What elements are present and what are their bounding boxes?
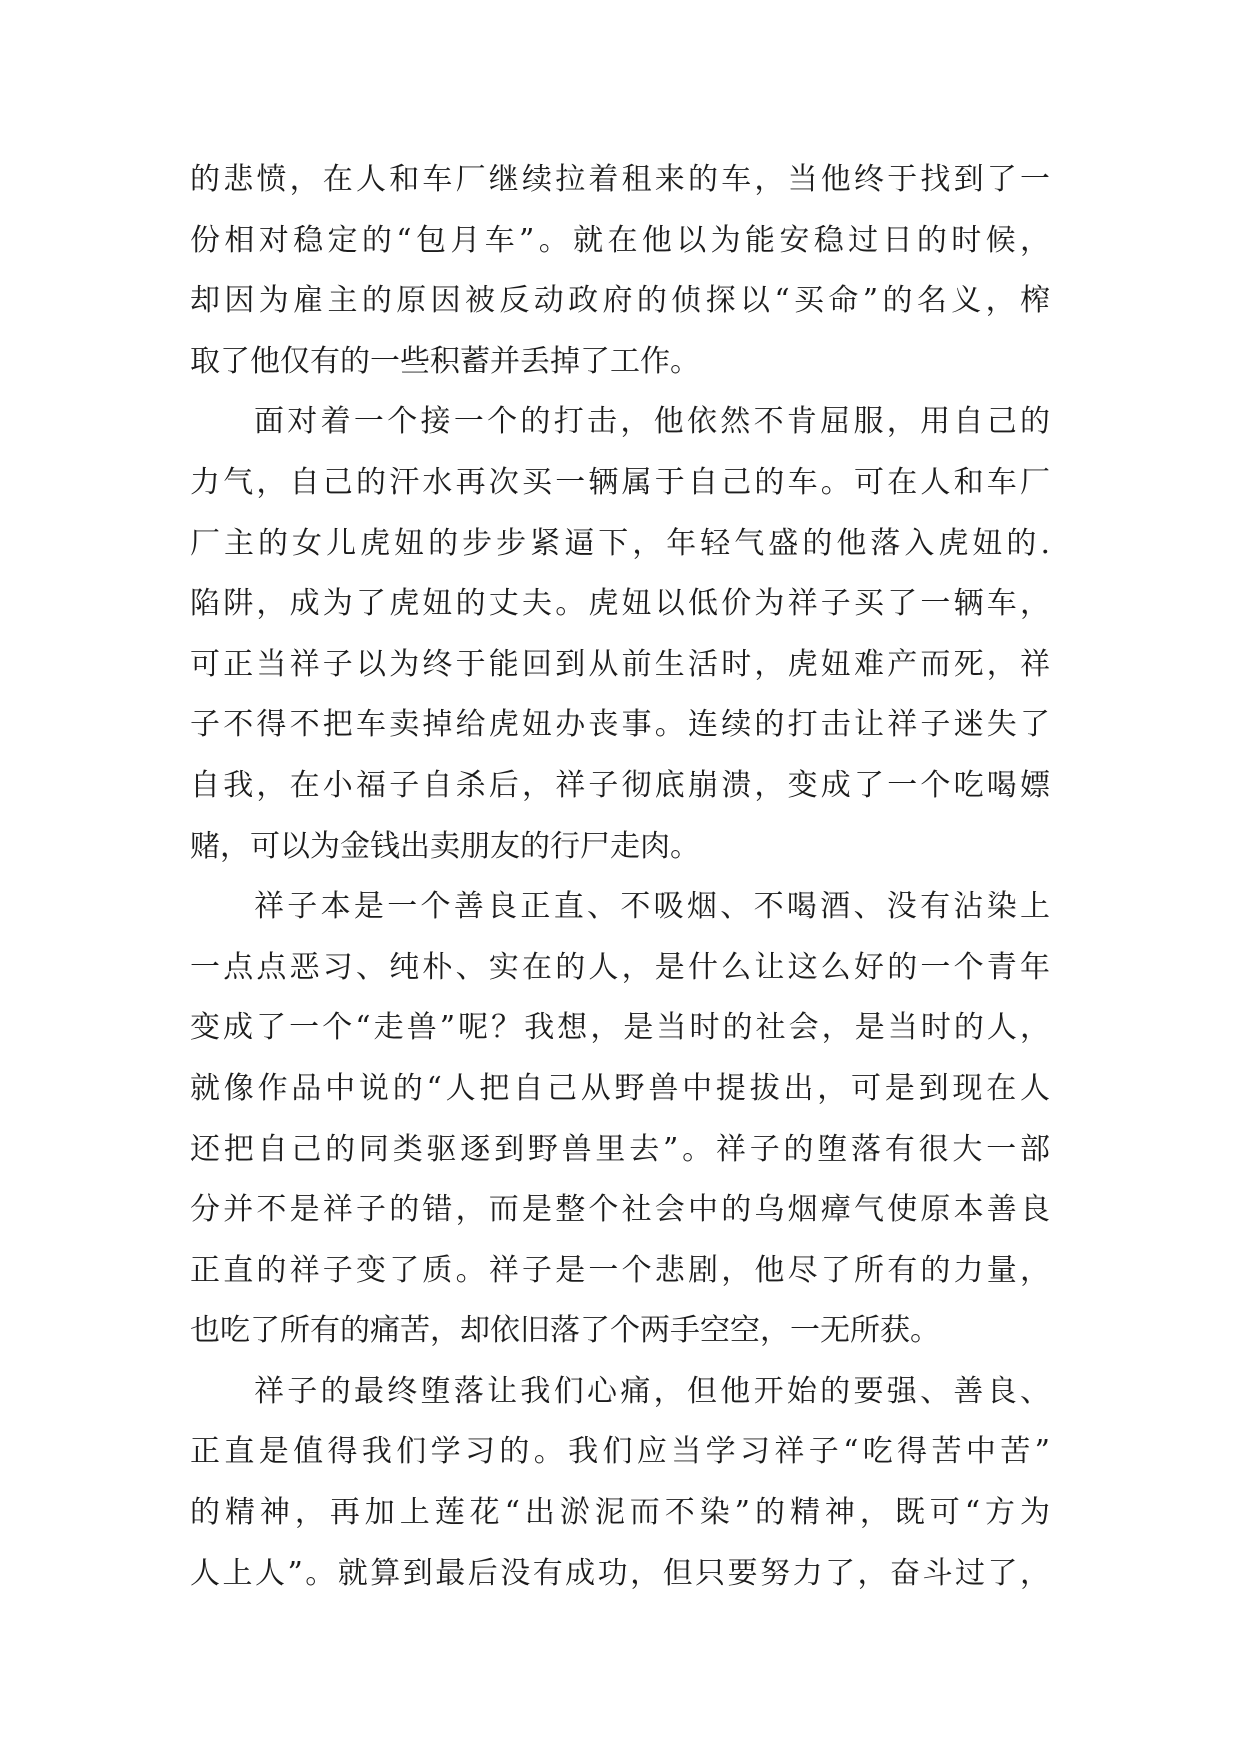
text-line: 取了他仅有的一些积蓄并丢掉了工作。 bbox=[190, 343, 700, 379]
text-line: 厂主的女儿虎妞的步步紧逼下，年轻气盛的他落入虎妞的. bbox=[190, 525, 1050, 561]
text-line: 还把自己的同类驱逐到野兽里去”。祥子的堕落有很大一部 bbox=[190, 1131, 1050, 1167]
text-line: 人上人”。就算到最后没有成功，但只要努力了，奋斗过了， bbox=[190, 1555, 1050, 1591]
text-line: 力气，自己的汗水再次买一辆属于自己的车。可在人和车厂 bbox=[190, 464, 1050, 500]
text-line: 面对着一个接一个的打击，他依然不肯屈服，用自己的 bbox=[254, 404, 1050, 440]
text-line: 分并不是祥子的错，而是整个社会中的乌烟瘴气使原本善良 bbox=[190, 1192, 1050, 1228]
text-line: 祥子的最终堕落让我们心痛，但他开始的要强、善良、 bbox=[254, 1373, 1050, 1409]
text-line: 份相对稳定的“包月车”。就在他以为能安稳过日的时候， bbox=[190, 222, 1050, 258]
text-line: 赌，可以为金钱出卖朋友的行尸走肉。 bbox=[190, 828, 700, 864]
text-line: 的悲愤，在人和车厂继续拉着租来的车，当他终于找到了一 bbox=[190, 162, 1050, 197]
text-line: 却因为雇主的原因被反动政府的侦探以“买命”的名义，榨 bbox=[190, 283, 1050, 319]
text-line: 正直是值得我们学习的。我们应当学习祥子“吃得苦中苦” bbox=[190, 1434, 1050, 1470]
text-line: 变成了一个“走兽”呢？我想，是当时的社会，是当时的人， bbox=[190, 1010, 1050, 1046]
text-line: 就像作品中说的“人把自己从野兽中提拔出，可是到现在人 bbox=[190, 1070, 1050, 1106]
text-line: 自我，在小福子自杀后，祥子彻底崩溃，变成了一个吃喝嫖 bbox=[190, 767, 1050, 803]
text-line: 子不得不把车卖掉给虎妞办丧事。连续的打击让祥子迷失了 bbox=[190, 707, 1050, 743]
body-text bbox=[190, 150, 1050, 1604]
text-line: 一点点恶习、纯朴、实在的人，是什么让这么好的一个青年 bbox=[190, 949, 1050, 985]
text-line: 的精神，再加上莲花“出淤泥而不染”的精神，既可“方为 bbox=[190, 1495, 1050, 1531]
text-line: 祥子本是一个善良正直、不吸烟、不喝酒、没有沾染上 bbox=[254, 889, 1050, 925]
text-line: 也吃了所有的痛苦，却依旧落了个两手空空，一无所获。 bbox=[190, 1313, 940, 1349]
text-line: 可正当祥子以为终于能回到从前生活时，虎妞难产而死，祥 bbox=[190, 646, 1050, 682]
text-line: 陷阱，成为了虎妞的丈夫。虎妞以低价为祥子买了一辆车， bbox=[190, 586, 1050, 622]
text-line: 正直的祥子变了质。祥子是一个悲剧，他尽了所有的力量， bbox=[190, 1252, 1050, 1288]
